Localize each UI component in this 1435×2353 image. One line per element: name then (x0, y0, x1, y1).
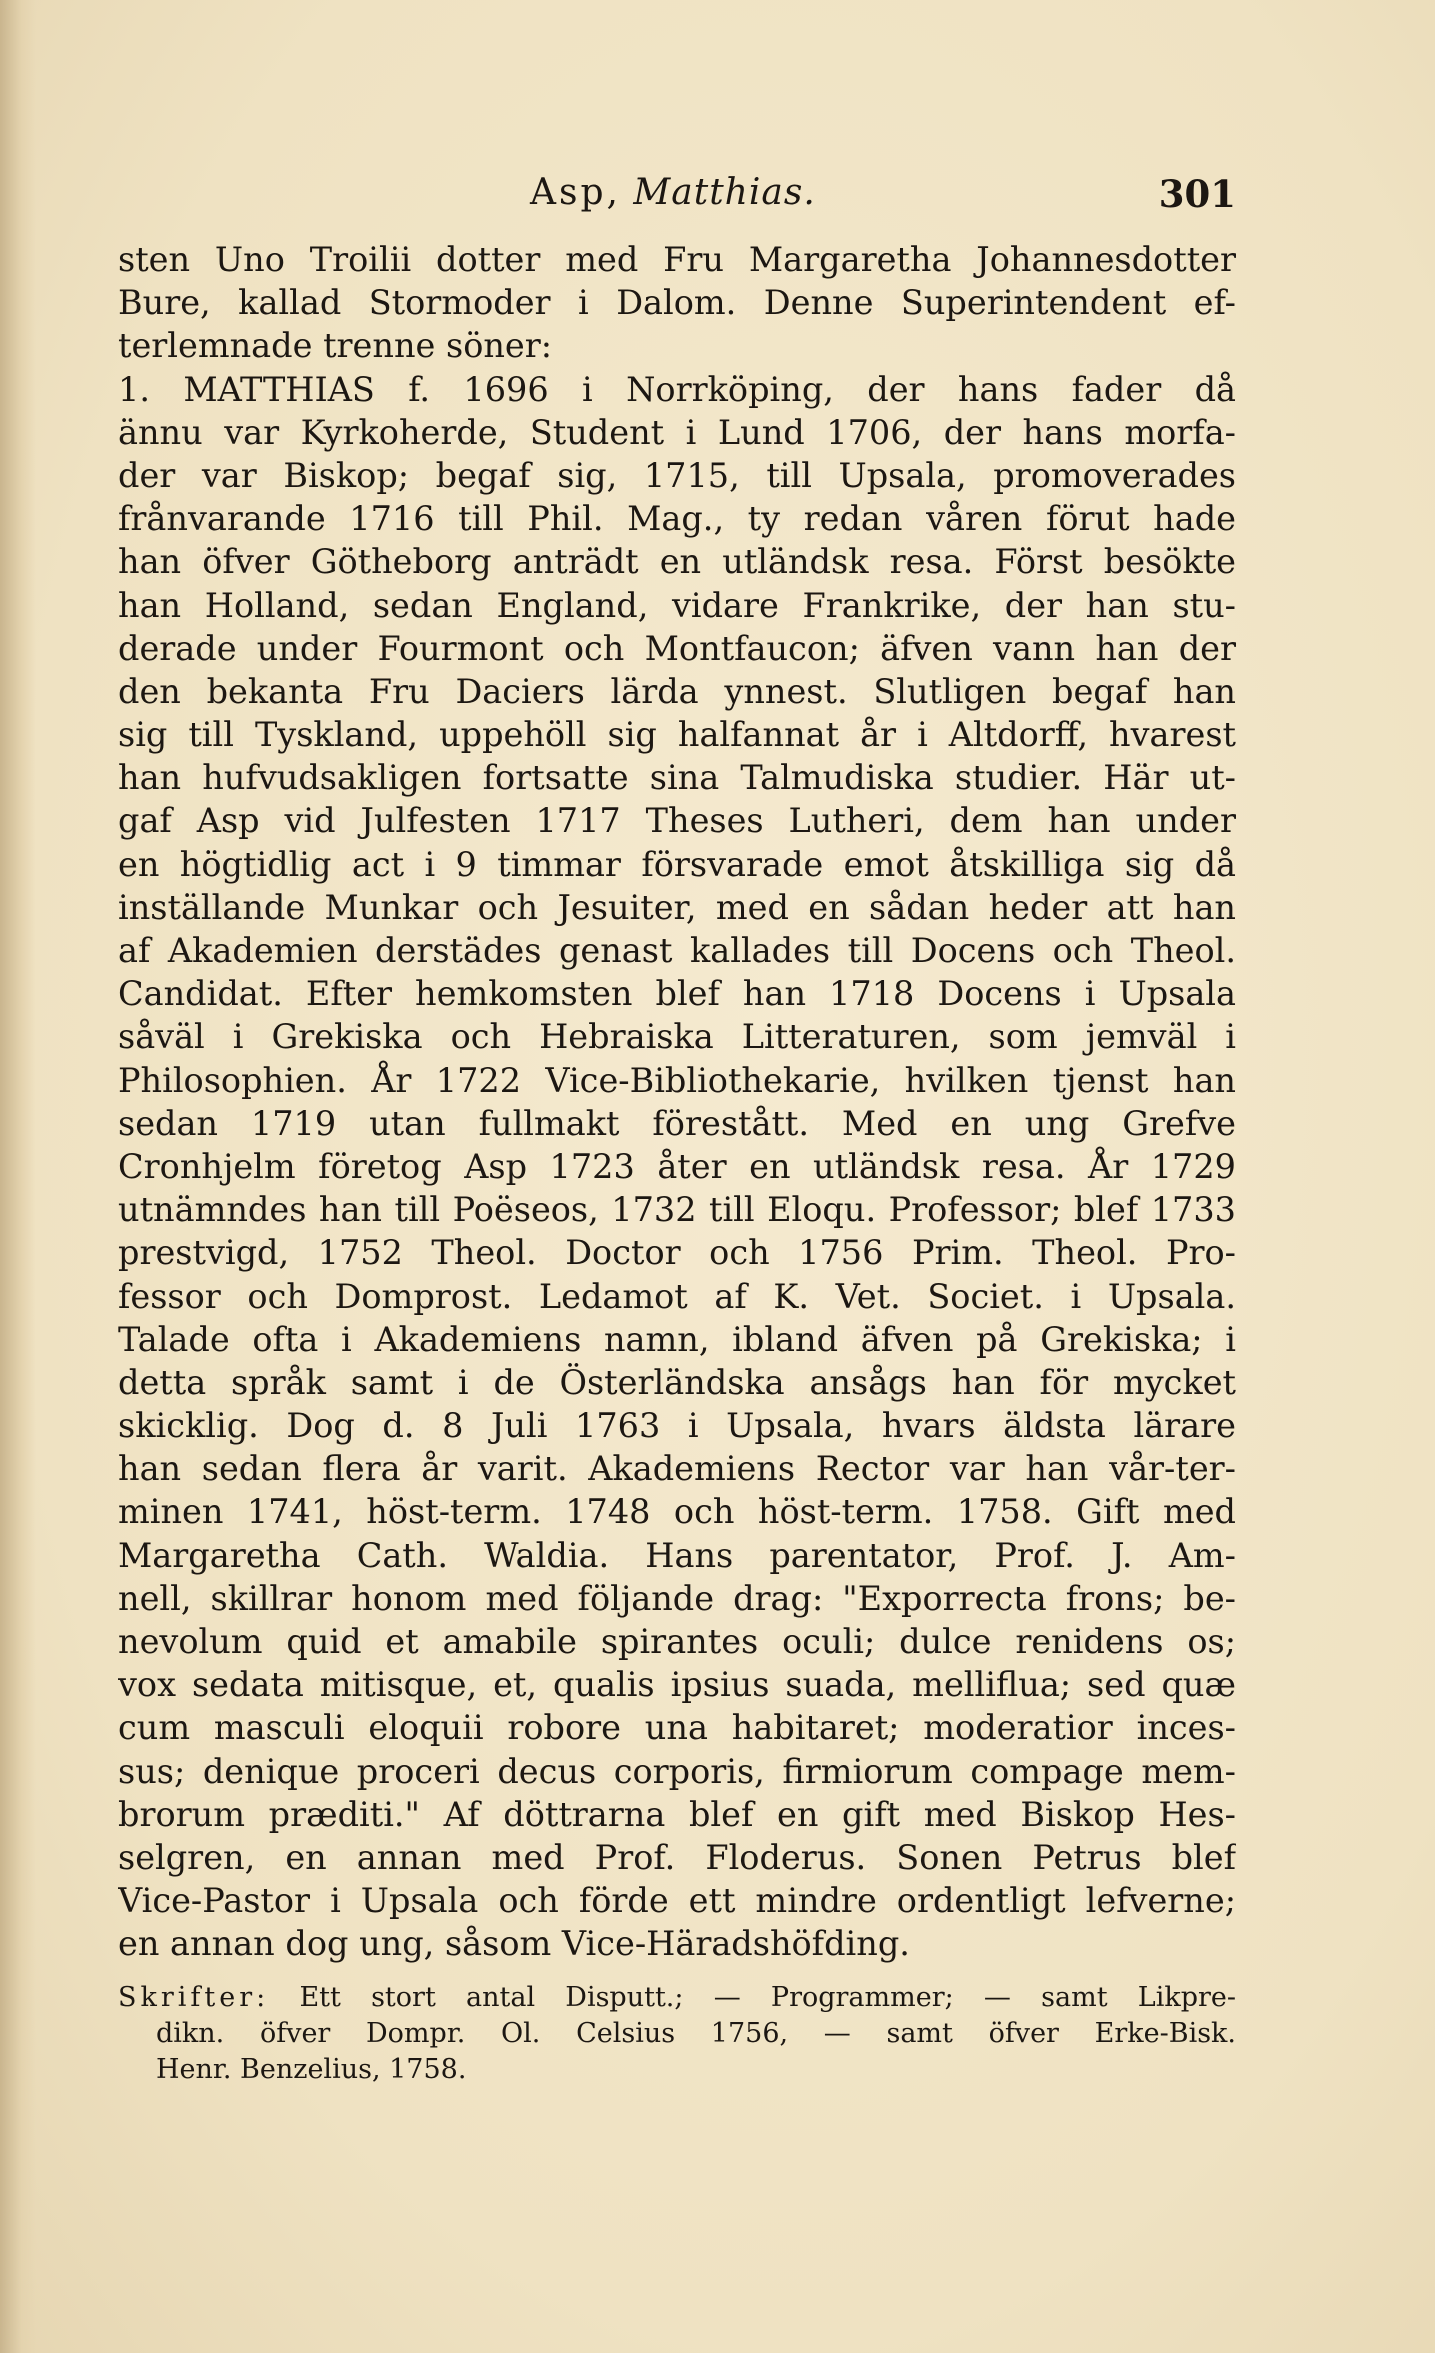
text-line: ännu var Kyrkoherde, Student i Lund 1706, der hans morfa- (118, 412, 1236, 452)
text-line: derade under Fourmont och Montfaucon; äfven vann han der (118, 628, 1236, 668)
text-line: sedan 1719 utan fullmakt förestått. Med en ung Grefve (118, 1103, 1236, 1143)
page-number: 301 (1158, 172, 1236, 216)
text-line: han öfver Götheborg anträdt en utländsk resa. Först besökte (118, 542, 1236, 582)
text-line: terlemnade trenne söner: (118, 326, 553, 366)
text-line: frånvarande 1716 till Phil. Mag., ty redan våren förut hade (118, 499, 1236, 539)
text-line: brorum præditi." Af döttrarna blef en gift med Biskop Hes- (118, 1794, 1236, 1834)
text-line: han sedan flera år varit. Akademiens Rector var han vår-ter- (118, 1449, 1236, 1489)
biography-text (118, 238, 1236, 1966)
running-head-name: Asp, (530, 172, 621, 213)
text-line: sig till Tyskland, uppehöll sig halfannat år i Altdorff, hvarest (118, 715, 1236, 755)
writings-line: dikn. öfver Dompr. Ol. Celsius 1756, — samt öfver Erke-Bisk. (156, 2018, 1236, 2049)
text-line: en högtidlig act i 9 timmar försvarade emot åtskilliga sig då (118, 844, 1236, 884)
text-line: Philosophien. År 1722 Vice-Bibliothekarie, hvilken tjenst han (118, 1060, 1236, 1100)
text-line: Candidat. Efter hemkomsten blef han 1718 Docens i Upsala (118, 974, 1236, 1014)
text-line: en annan dog ung, såsom Vice-Häradshöfding. (118, 1924, 910, 1964)
writings-text: Ett stort antal Disputt.; — Programmer; — samt Likpre- (299, 1982, 1236, 2013)
text-line: inställande Munkar och Jesuiter, med en sådan heder att han (118, 887, 1236, 927)
text-line: cum masculi eloquii robore una habitaret; moderatior inces- (118, 1708, 1236, 1748)
writings-line: Henr. Benzelius, 1758. (156, 2054, 467, 2085)
text-line: nevolum quid et amabile spirantes oculi; dulce renidens os; (118, 1622, 1236, 1661)
text-line: minen 1741, höst-term. 1748 och höst-term. 1758. Gift med (118, 1492, 1236, 1532)
text-line: der var Biskop; begaf sig, 1715, till Upsala, promoverades (118, 455, 1236, 495)
text-line: prestvigd, 1752 Theol. Doctor och 1756 Prim. Theol. Pro- (118, 1233, 1236, 1273)
text-line: selgren, en annan med Prof. Floderus. Sonen Petrus blef (118, 1837, 1236, 1877)
writings-line (118, 1980, 1236, 2016)
running-head (530, 172, 816, 213)
text-line: Vice-Pastor i Upsala och förde ett mindre ordentligt lefverne; (118, 1881, 1236, 1921)
text-line: sten Uno Troilii dotter med Fru Margaretha Johannesdotter (118, 240, 1236, 279)
text-line: 1. MATTHIAS f. 1696 i Norrköping, der hans fader då (118, 369, 1236, 409)
text-line: Talade ofta i Akademiens namn, ibland äfven på Grekiska; i (118, 1319, 1236, 1359)
text-line: nell, skillrar honom med följande drag: "Exporrecta frons; be- (118, 1578, 1236, 1618)
text-line: af Akademien derstädes genast kallades till Docens och Theol. (118, 931, 1236, 970)
text-line: såväl i Grekiska och Hebraiska Litteraturen, som jemväl i (118, 1017, 1236, 1057)
text-line: Cronhjelm företog Asp 1723 åter en utländsk resa. År 1729 (118, 1146, 1236, 1186)
text-line: utnämndes han till Poëseos, 1732 till Eloqu. Professor; blef 1733 (118, 1190, 1236, 1230)
writings-label: Skrifter: (118, 1982, 270, 2013)
text-line: vox sedata mitisque, et, qualis ipsius suada, melliflua; sed quæ (118, 1665, 1236, 1705)
text-line: han Holland, sedan England, vidare Frankrike, der han stu- (118, 585, 1236, 625)
text-line: den bekanta Fru Daciers lärda ynnest. Slutligen begaf han (118, 671, 1236, 711)
page-gutter (0, 0, 36, 2353)
page-header (118, 172, 1236, 220)
writings-section (118, 1980, 1236, 2088)
text-line: Margaretha Cath. Waldia. Hans parentator, Prof. J. Am- (118, 1535, 1236, 1575)
text-line: sus; denique proceri decus corporis, firmiorum compage mem- (118, 1751, 1236, 1791)
text-line: han hufvudsakligen fortsatte sina Talmudiska studier. Här ut- (118, 758, 1236, 798)
text-line: detta språk samt i de Österländska ansågs han för mycket (118, 1362, 1236, 1402)
text-line: gaf Asp vid Julfesten 1717 Theses Lutheri, dem han under (118, 801, 1236, 841)
text-line: fessor och Domprost. Ledamot af K. Vet. Societ. i Upsala. (118, 1276, 1236, 1316)
text-line: skicklig. Dog d. 8 Juli 1763 i Upsala, hvars äldsta lärare (118, 1406, 1236, 1446)
text-line: Bure, kallad Stormoder i Dalom. Denne Superintendent ef- (118, 283, 1236, 323)
running-head-given-name: Matthias. (633, 172, 816, 213)
